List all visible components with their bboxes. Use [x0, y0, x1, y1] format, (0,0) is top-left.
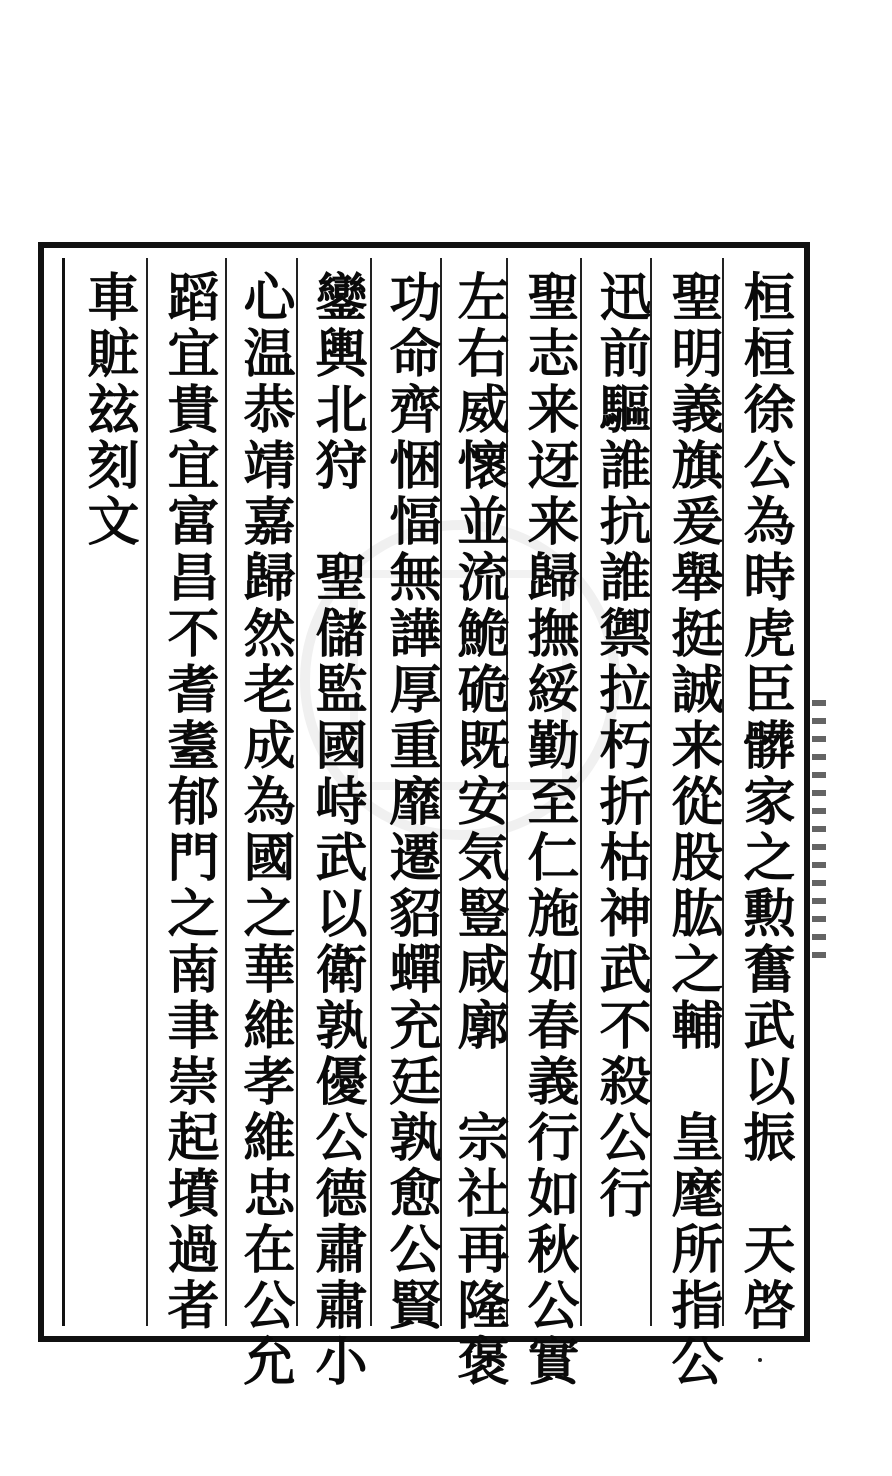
text-column-1: 桓桓徐公為時虎臣髒家之勲奮武以振 天啓 [734, 270, 795, 1334]
text-column-4: 聖志来迓来歸撫綏勤至仁施如春義行如秋公實 [518, 270, 579, 1390]
text-column-10: 車賍玆刻文 [78, 270, 139, 550]
column-rule [296, 258, 298, 1326]
column-rule [146, 258, 148, 1326]
column-rule [580, 258, 582, 1326]
text-column-2: 聖明義旗爰舉挺誠来從股肱之輔 皇麾所指公 [662, 270, 723, 1390]
column-rule [370, 258, 372, 1326]
text-column-7: 鑾輿北狩 聖儲監國峙武以衛孰優公德肅肅小 [306, 270, 367, 1390]
text-column-6: 功命齊悃愊無譁厚重靡遷貂蟬充廷孰愈公賢 [380, 270, 441, 1334]
ink-dot [758, 1358, 762, 1362]
page-edge-mark [812, 700, 826, 960]
text-column-5: 左右威懷並流鮠硊既安気豎咸廓 宗社再隆褒 [448, 270, 509, 1390]
text-column-8: 心温恭靖嘉歸然老成為國之華維孝維忠在公允 [234, 270, 295, 1390]
text-column-9: 蹈宜貴宜富昌不耆耋郁門之南聿崇起墳過者 [158, 270, 219, 1334]
text-column-3: 迅前驅誰抗誰禦拉朽折枯神武不殺公行 [590, 270, 651, 1222]
column-rule [225, 258, 227, 1326]
